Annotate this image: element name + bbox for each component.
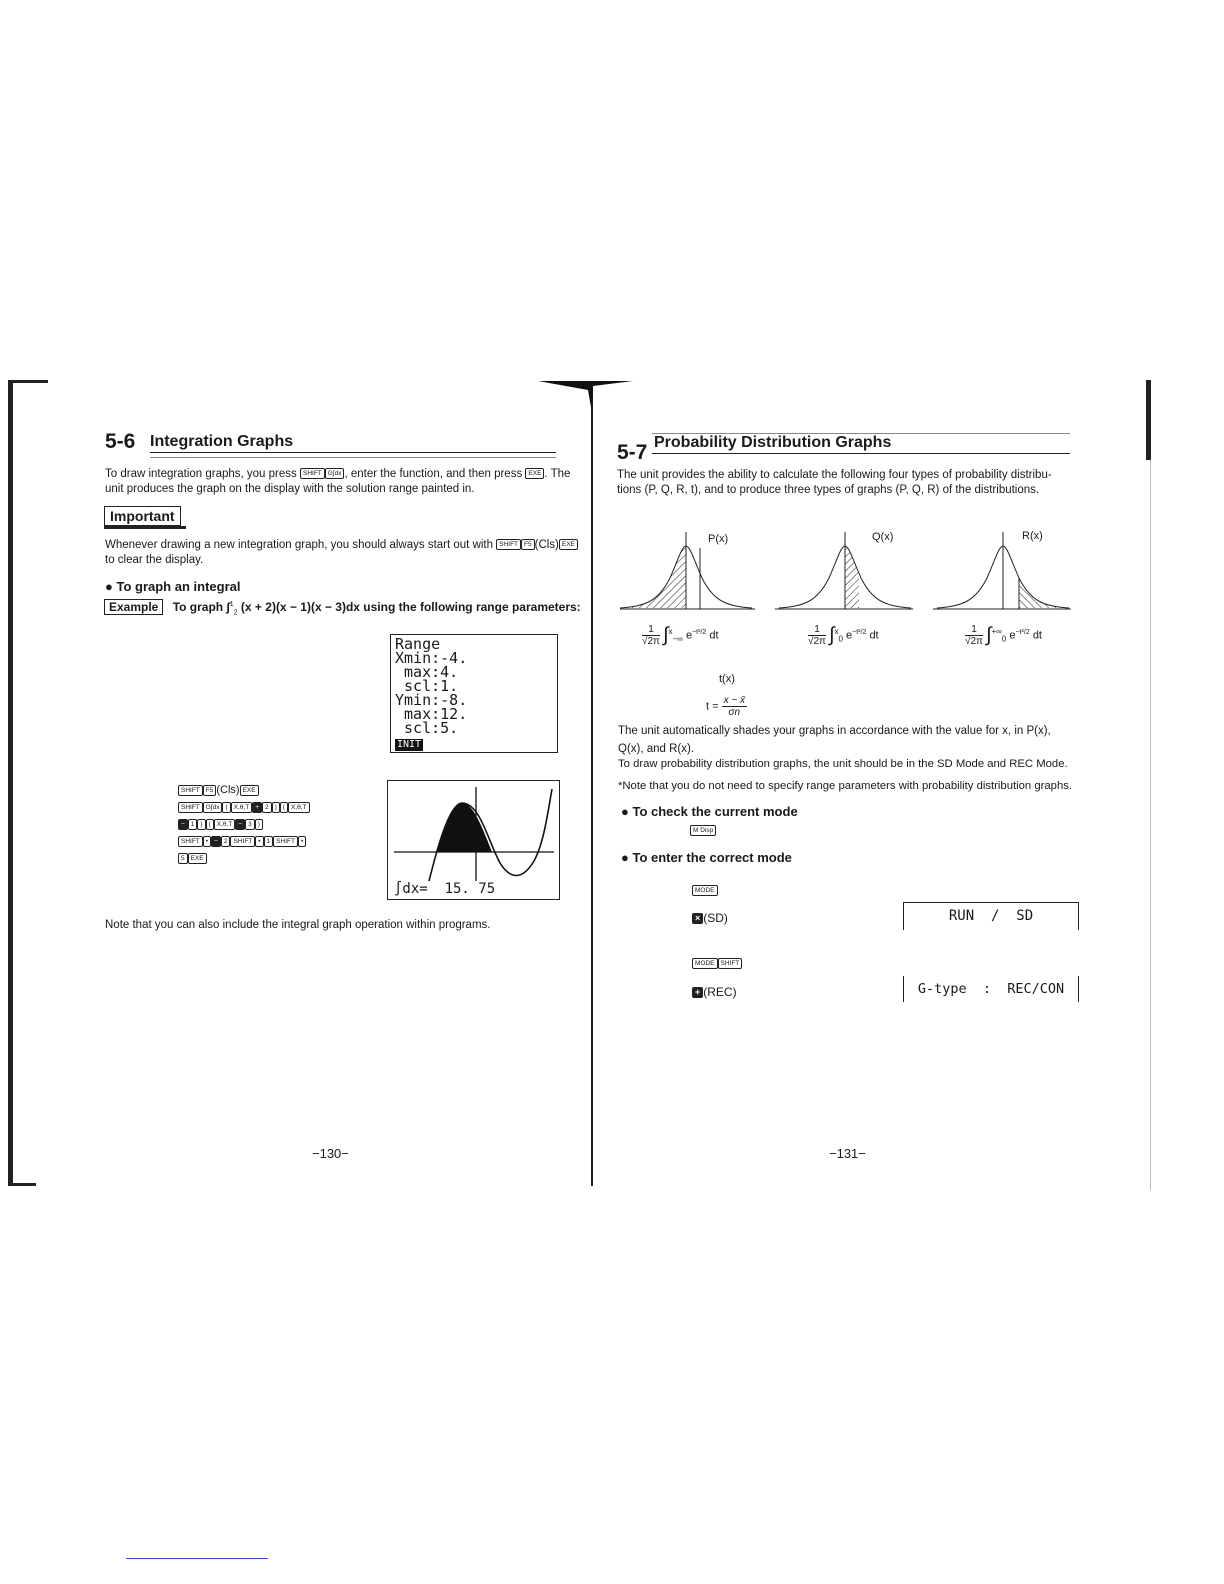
key: (: [222, 802, 230, 813]
important-label: Important: [104, 506, 181, 526]
subheading-graph-integral: ● To graph an integral: [105, 579, 241, 594]
key-row-3: [178, 816, 310, 833]
key: X,θ,T: [214, 819, 236, 830]
left-title-rule: [150, 452, 556, 453]
right-section-number: 5-7: [617, 441, 648, 464]
key: SHIFT: [178, 802, 203, 813]
p-formula: $\frac{1}{√2\pi}$ ∫$^x_{-\infty}$ $e^{-t^2/2}$ dt: [642, 624, 719, 647]
key: •: [203, 836, 211, 847]
key: •: [255, 836, 263, 847]
q-distribution-graph: [775, 528, 915, 618]
key: ): [272, 802, 280, 813]
mode-key: MODE: [692, 882, 718, 900]
left-page-bottom-mark: [8, 1183, 36, 1186]
right-title-rule-2: [652, 433, 1070, 434]
shift-key: SHIFT: [300, 468, 325, 479]
gtype-screen: G-type : REC/CON: [903, 976, 1079, 1002]
enter-heading: ● To enter the correct mode: [621, 850, 792, 865]
mdisp-key: M Disp: [690, 822, 716, 840]
range-line: Range: [395, 635, 441, 653]
key: ): [197, 819, 205, 830]
key: X,θ,T: [288, 802, 310, 813]
right-page-number: −131−: [829, 1146, 866, 1161]
left-title-rule-2: [150, 457, 556, 458]
f5-key: F5: [521, 539, 535, 550]
key: •: [298, 836, 306, 847]
right-section-title: Probability Distribution Graphs: [654, 434, 892, 451]
left-intro: To draw integration graphs, you press SHIFT G∫dx , enter the function, and then press EXE . The unit produces the graph on the display with the solution range painted in.: [105, 468, 571, 495]
shade-text: The unit automatically shades your graphs in accordance with the value for x, in P(x), Q(x), and R(x). To draw probability distribution graphs, the unit should be in the SD Mode and REC Mode. *Note that you do not need to specify range parameters with probability distribution graphs.: [618, 725, 1073, 792]
center-fold-mark: [538, 378, 638, 413]
range-line: max:12.: [395, 705, 468, 723]
check-heading: ● To check the current mode: [621, 804, 798, 819]
left-page-edge: [8, 380, 13, 1186]
key: SHIFT: [178, 836, 203, 847]
r-distribution-graph: [933, 528, 1073, 618]
key: +: [252, 802, 262, 813]
key: F5: [203, 785, 217, 796]
key: (: [280, 802, 288, 813]
integral-graph-screen: [387, 780, 560, 900]
left-section-number: 5-6: [105, 430, 136, 453]
important-underline: [104, 526, 186, 529]
key: 3: [245, 819, 255, 830]
r-label: R(x): [1022, 530, 1043, 542]
exe-key: EXE: [559, 539, 578, 550]
range-line: scl:1.: [395, 677, 459, 695]
range-line: max:4.: [395, 663, 459, 681]
important-text: Whenever drawing a new integration graph, you should always start out with SHIFT F5 (Cls) EXE to clear the display.: [105, 538, 567, 568]
left-page-top-mark: [8, 380, 48, 383]
shift-key: SHIFT: [496, 539, 521, 550]
range-line: scl:5.: [395, 719, 459, 737]
left-page-number: −130−: [312, 1146, 349, 1161]
key-row-2: [178, 799, 310, 816]
key: X,θ,T: [231, 802, 253, 813]
example-line: Example To graph ∫$^1_2$ (x + 2)(x − 1)(x − 3)dx using the following range parameters:: [104, 600, 581, 616]
right-page-edge-thin: [1150, 460, 1151, 1190]
key: −: [178, 819, 188, 830]
p-distribution-graph: [620, 528, 760, 618]
key: ): [255, 819, 263, 830]
init-label: INIT: [397, 739, 422, 750]
key-sequence: [178, 782, 310, 867]
exe-key: EXE: [525, 468, 544, 479]
range-line: Ymin:-8.: [395, 691, 468, 709]
key: SHIFT: [230, 836, 255, 847]
center-binding: [591, 388, 593, 1186]
right-page-edge: [1146, 380, 1151, 460]
t-formula: t = $\frac{x - x̄}{\sigma n}$: [706, 695, 746, 718]
key: 5: [178, 853, 188, 864]
key-row-4: [178, 833, 310, 850]
key: −: [235, 819, 245, 830]
p-label: P(x): [708, 533, 729, 545]
left-section-title: Integration Graphs: [150, 433, 294, 450]
run-sd-screen: RUN / SD: [903, 902, 1079, 930]
integral-result: ∫dx= 15. 75: [394, 881, 496, 897]
bullet-icon: ●: [621, 804, 629, 819]
bullet-icon: ●: [621, 850, 629, 865]
bottom-link-line: [126, 1558, 268, 1559]
r-formula: $\frac{1}{√2\pi}$ $\int^{+\infty}_0$ $e^{-t^2/2}$ dt: [965, 624, 1042, 647]
key: 2: [262, 802, 272, 813]
range-line: Xmin:-4.: [395, 649, 468, 667]
key: 1: [264, 836, 274, 847]
key: (: [206, 819, 214, 830]
q-formula: $\frac{1}{√2\pi}$ ∫$^x_0$ $e^{-t^2/2}$ dt: [808, 624, 879, 647]
range-screen: [390, 634, 558, 753]
left-note: Note that you can also include the integral graph operation within programs.: [105, 919, 491, 931]
t-label: t(x): [719, 673, 735, 685]
key: 2: [221, 836, 231, 847]
key: EXE: [188, 853, 207, 864]
bullet-icon: ●: [105, 579, 113, 594]
sd-step: × (SD): [692, 911, 728, 925]
key-row-1: SHIFT F5 (Cls) EXE: [178, 782, 310, 799]
key-row-5: [178, 850, 310, 867]
key: SHIFT: [273, 836, 298, 847]
key: SHIFT: [178, 785, 203, 796]
key: EXE: [240, 785, 259, 796]
example-label: Example: [104, 599, 163, 615]
right-intro: The unit provides the ability to calculate the following four types of probability distribu- tions (P, Q, R, t), and to produce three types of graphs (P, Q, R) of the distributions.: [617, 469, 1052, 496]
key: −: [211, 836, 221, 847]
key: 1: [188, 819, 198, 830]
gdx-key: G∫dx: [325, 468, 345, 479]
right-title-rule: [652, 453, 1070, 454]
key: G∫dx: [203, 802, 223, 813]
rec-step: + (REC): [692, 985, 737, 999]
mode-shift-keys: MODE SHIFT: [692, 955, 742, 973]
q-label: Q(x): [872, 531, 894, 543]
